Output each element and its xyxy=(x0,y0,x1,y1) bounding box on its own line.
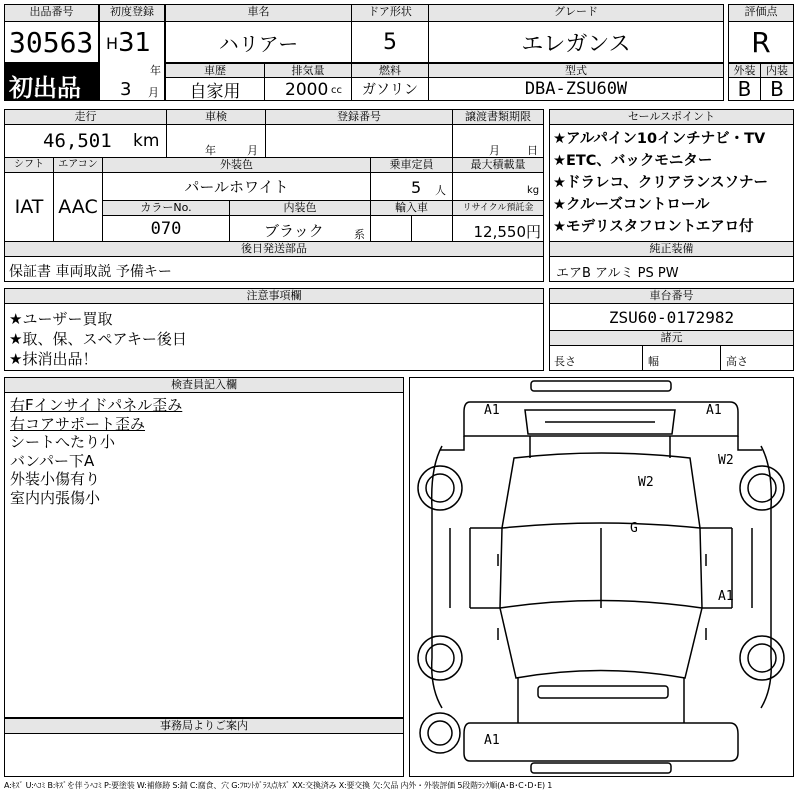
doors-label: ドア形状 xyxy=(351,4,429,22)
inspector-note-5: 外装小傷有り xyxy=(10,470,101,488)
inspector-note-4: バンパー下A xyxy=(10,451,95,470)
inspector-note-6: 室内内張傷小 xyxy=(10,488,101,507)
recycle-value: 12,550円 xyxy=(473,223,541,241)
height-label: 高さ xyxy=(726,355,748,368)
aircon-label: エアコン xyxy=(53,157,103,173)
mark-roof: W2 xyxy=(638,475,654,490)
mileage-label: 走行 xyxy=(4,109,167,125)
later-parts-value: 保証書 車両取説 予備キー xyxy=(9,264,172,280)
inspection-box xyxy=(166,124,266,158)
score-value: R xyxy=(728,21,794,63)
sales-point-3: ★ドラレコ、クリアランスソナー xyxy=(553,175,768,191)
shift-value: IAT xyxy=(4,172,54,242)
load-label: 最大積載量 xyxy=(452,157,544,173)
reg-month: 3 xyxy=(120,79,132,100)
mark-right-top: W2 xyxy=(718,453,734,468)
load-box xyxy=(452,172,544,201)
import-label: 輸入車 xyxy=(370,200,453,216)
car-name-label: 車名 xyxy=(165,4,352,22)
transfer-label: 譲渡書類期限 xyxy=(452,109,544,125)
sales-points-box xyxy=(549,124,794,242)
transfer-day-unit: 日 xyxy=(527,144,538,157)
mark-center: G xyxy=(630,521,638,536)
mileage-unit: km xyxy=(133,131,160,151)
reg-box xyxy=(99,21,165,101)
reg-label: 初度登録 xyxy=(99,4,165,22)
reg-year-unit: 年 xyxy=(150,64,161,77)
reg-era: H xyxy=(106,34,119,53)
sales-point-1: ★アルパイン10インチナビ・TV xyxy=(553,131,766,147)
displacement-unit: cc xyxy=(331,85,342,96)
lot-label: 出品番号 xyxy=(4,4,99,22)
history-value: 自家用 xyxy=(165,77,265,101)
load-unit: kg xyxy=(527,185,540,196)
sales-point-4: ★クルーズコントロール xyxy=(553,197,710,213)
fuel-value: ガソリン xyxy=(351,77,429,101)
mileage-value: 46,501 xyxy=(43,130,112,152)
notes-box xyxy=(4,303,544,371)
reg-month-unit: 月 xyxy=(148,86,159,99)
capacity-box xyxy=(370,172,453,201)
car-diagram xyxy=(410,378,793,776)
inspector-note-2: 右コアサポート歪み xyxy=(10,414,146,433)
lot-number-box xyxy=(4,21,99,63)
shift-label: シフト xyxy=(4,157,54,173)
chassis-value: ZSU60-0172982 xyxy=(549,303,794,331)
car-name: ハリアー xyxy=(165,21,352,63)
exterior-value: パールホワイト xyxy=(102,172,371,201)
model-code-label: 型式 xyxy=(428,63,724,78)
length-label: 長さ xyxy=(554,355,576,368)
office-box xyxy=(4,733,404,777)
ext-score-label: 外装 xyxy=(728,63,761,78)
legend: A:ｷｽﾞ U:ﾍｺﾐ B:ｷｽﾞを伴うﾍｺﾐ P:要塗装 W:補修跡 S:錆 C:腐食、穴 G:ﾌﾛﾝﾄｶﾞﾗｽ点ｷｽﾞ XX:交換済み X:要交換 欠:欠品 内外・外装評価 5段階ﾗﾝｸ順(A･B･C･D･E) 1 xyxy=(4,781,553,790)
inspection-label: 車検 xyxy=(166,109,266,125)
int-score-label: 内装 xyxy=(760,63,794,78)
sales-point-2: ★ETC、バックモニター xyxy=(553,153,713,169)
grade-value: エレガンス xyxy=(428,21,724,63)
later-parts-label: 後日発送部品 xyxy=(4,241,544,257)
mark-front-right: A1 xyxy=(706,403,722,418)
note-1: ★ユーザー買取 xyxy=(9,310,113,328)
dimensions-box xyxy=(549,345,794,371)
equipment-box xyxy=(549,256,794,282)
interior-label: 内装色 xyxy=(229,200,371,216)
inspector-note-3: シートへたり小 xyxy=(10,433,116,451)
equipment-label: 純正装備 xyxy=(549,241,794,257)
capacity-unit: 人 xyxy=(435,184,446,197)
recycle-label: リサイクル預託金 xyxy=(452,200,544,216)
later-parts-box xyxy=(4,256,544,282)
ext-score: B xyxy=(728,77,761,101)
chassis-label: 車台番号 xyxy=(549,288,794,304)
interior-value: ブラック xyxy=(264,222,324,240)
mileage-box xyxy=(4,124,167,158)
import-box xyxy=(370,215,453,242)
car-diagram-box xyxy=(409,377,794,777)
mark-rear: A1 xyxy=(484,733,500,748)
inspection-month-unit: 月 xyxy=(247,144,258,157)
inspection-year-unit: 年 xyxy=(205,144,216,157)
int-score: B xyxy=(760,77,794,101)
exterior-label: 外装色 xyxy=(102,157,371,173)
recycle-box xyxy=(452,215,544,242)
lot-number: 30563 xyxy=(9,26,94,59)
first-listing-badge xyxy=(4,63,99,101)
office-label: 事務局よりご案内 xyxy=(4,718,404,734)
reg-year: 31 xyxy=(118,28,152,58)
model-code-value: DBA-ZSU60W xyxy=(428,77,724,101)
transfer-box xyxy=(452,124,544,158)
mark-front-left: A1 xyxy=(484,403,500,418)
color-no-value: 070 xyxy=(102,215,230,242)
capacity-label: 乗車定員 xyxy=(370,157,453,173)
history-label: 車歴 xyxy=(165,63,265,78)
plate-box xyxy=(265,124,453,158)
mark-right-mid: A1 xyxy=(718,589,734,604)
score-label: 評価点 xyxy=(728,4,794,22)
inspector-note-1: 右Fインサイドパネル歪み xyxy=(10,396,183,414)
interior-box xyxy=(229,215,371,242)
fuel-label: 燃料 xyxy=(351,63,429,78)
doors-value: 5 xyxy=(351,21,429,63)
capacity-value: 5 xyxy=(411,178,422,197)
note-3: ★抹消出品！ xyxy=(9,350,98,368)
sales-point-5: ★モデリスタフロントエアロ付 xyxy=(553,219,754,235)
notes-label: 注意事項欄 xyxy=(4,288,544,304)
first-listing-text: 初出品 xyxy=(9,74,81,102)
color-no-label: カラーNo. xyxy=(102,200,230,216)
interior-suffix: 系 xyxy=(354,228,365,241)
displacement-box xyxy=(264,77,352,101)
note-2: ★取、保、スペアキー後日 xyxy=(9,330,187,348)
grade-label: グレード xyxy=(428,4,724,22)
inspector-box xyxy=(4,392,404,718)
transfer-month-unit: 月 xyxy=(489,144,500,157)
plate-label: 登録番号 xyxy=(265,109,453,125)
displacement-value: 2000 xyxy=(285,80,329,100)
width-label: 幅 xyxy=(648,355,659,368)
dimensions-label: 諸元 xyxy=(549,330,794,346)
sales-points-label: セールスポイント xyxy=(549,109,794,125)
displacement-label: 排気量 xyxy=(264,63,352,78)
equipment-value: エアB アルミ PS PW xyxy=(556,266,679,281)
inspector-label: 検査員記入欄 xyxy=(4,377,404,393)
aircon-value: AAC xyxy=(53,172,103,242)
